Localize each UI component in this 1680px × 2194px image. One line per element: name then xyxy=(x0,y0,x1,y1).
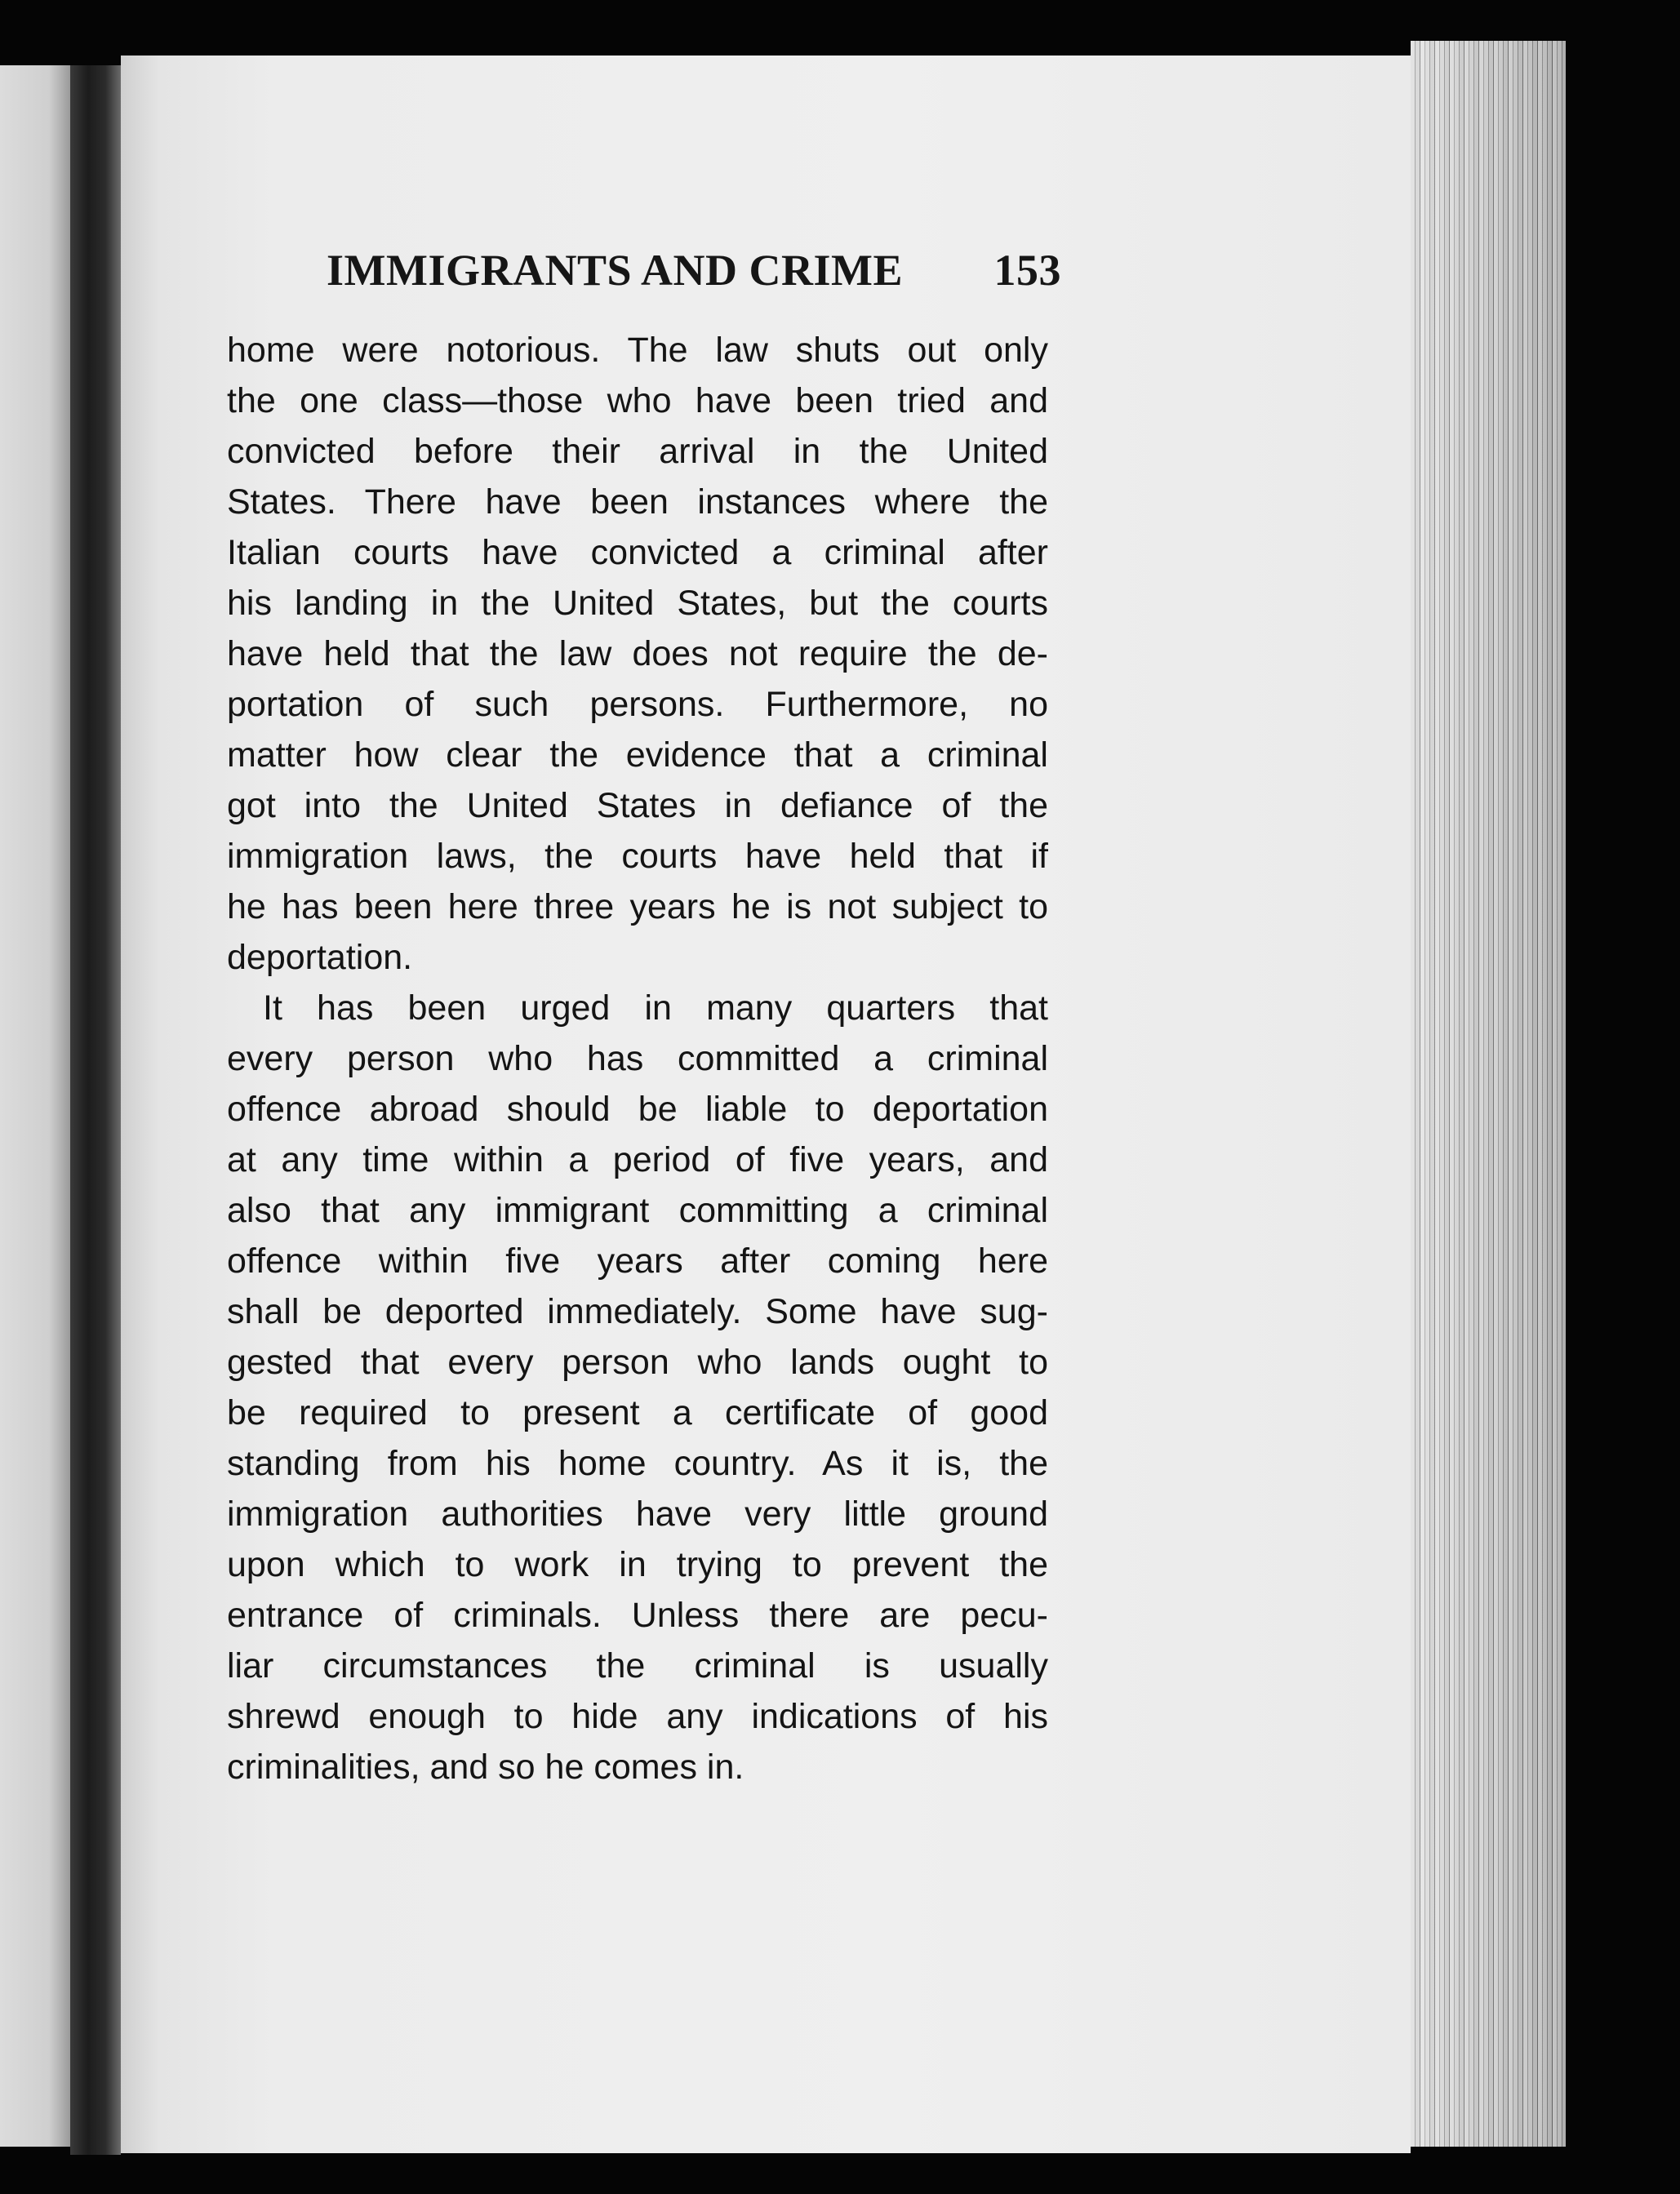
book-binding xyxy=(70,65,121,2155)
text-line: standing from his home country. As it is, the xyxy=(227,1444,1048,1483)
text-line: shrewd enough to hide any indications of his xyxy=(227,1697,1048,1736)
text-line: he has been here three years he is not subject to xyxy=(227,887,1048,926)
page-number: 153 xyxy=(993,246,1061,295)
text-line: immigration authorities have very little ground xyxy=(227,1494,1048,1534)
text-line: matter how clear the evidence that a criminal xyxy=(227,735,1048,775)
text-line: gested that every person who lands ought to xyxy=(227,1343,1048,1382)
text-line: It has been urged in many quarters that xyxy=(263,988,1048,1028)
text-line: also that any immigrant committing a criminal xyxy=(227,1191,1048,1230)
running-head-title: IMMIGRANTS AND CRIME xyxy=(327,246,904,295)
previous-page-edge xyxy=(0,65,70,2147)
text-line: portation of such persons. Furthermore, no xyxy=(227,685,1048,724)
text-line: States. There have been instances where the xyxy=(227,482,1048,522)
text-line: immigration laws, the courts have held that if xyxy=(227,837,1048,876)
text-line: got into the United States in defiance of the xyxy=(227,786,1048,825)
text-line: criminalities, and so he comes in. xyxy=(227,1748,744,1787)
text-line: at any time within a period of five years, and xyxy=(227,1140,1048,1179)
text-line: be required to present a certificate of good xyxy=(227,1393,1048,1432)
body-text xyxy=(227,325,1048,1792)
text-line: offence within five years after coming here xyxy=(227,1241,1048,1281)
text-line: liar circumstances the criminal is usually xyxy=(227,1646,1048,1685)
text-line: home were notorious. The law shuts out only xyxy=(227,331,1048,370)
text-line: offence abroad should be liable to deportation xyxy=(227,1090,1048,1129)
text-line: every person who has committed a criminal xyxy=(227,1039,1048,1078)
text-line: the one class—those who have been tried and xyxy=(227,381,1048,420)
text-line: convicted before their arrival in the United xyxy=(227,432,1048,471)
text-line: entrance of criminals. Unless there are pecu- xyxy=(227,1596,1048,1635)
text-line: his landing in the United States, but the courts xyxy=(227,584,1048,623)
text-line: Italian courts have convicted a criminal after xyxy=(227,533,1048,572)
text-line: have held that the law does not require the de- xyxy=(227,634,1048,673)
text-line: deportation. xyxy=(227,938,413,977)
text-line: upon which to work in trying to prevent the xyxy=(227,1545,1048,1584)
text-line: shall be deported immediately. Some have sug- xyxy=(227,1292,1048,1331)
page-edges xyxy=(1411,41,1566,2147)
running-head xyxy=(327,245,1061,302)
